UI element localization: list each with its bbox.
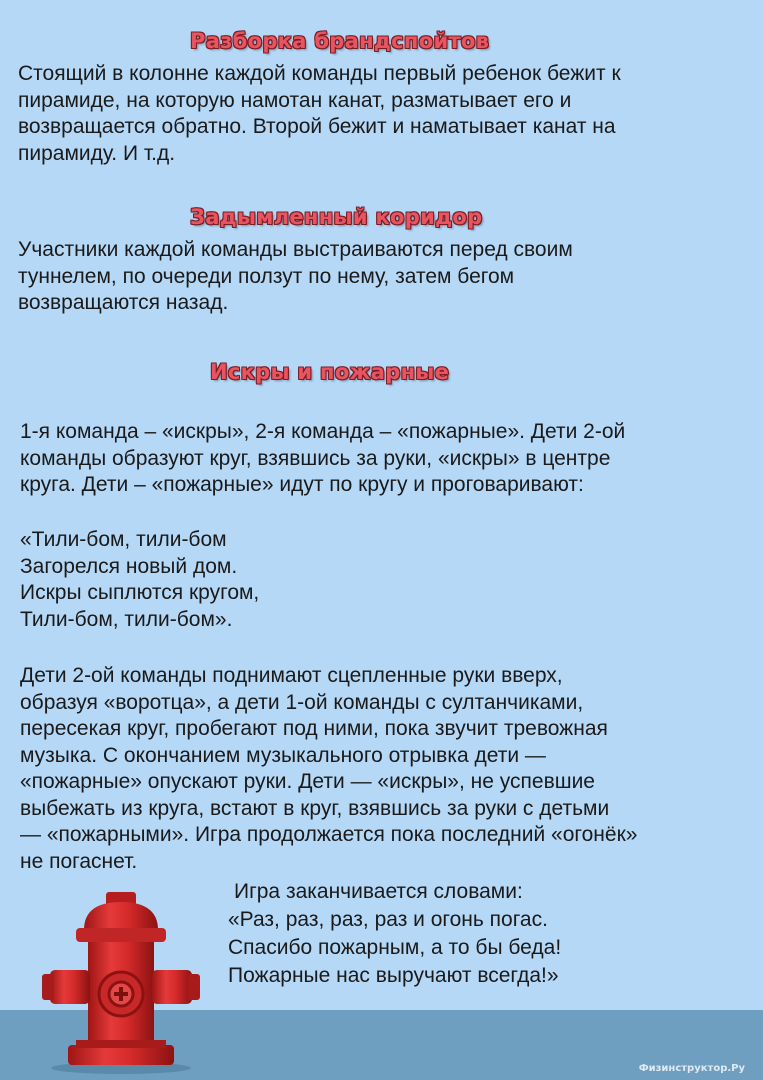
text-line: 1-я команда – «искры», 2-я команда – «пожарные». Дети 2-ой xyxy=(20,420,626,443)
text-line: пирамиде, на которую намотан канат, разматывает его и xyxy=(18,88,572,112)
heading-iskry: Искры и пожарные xyxy=(210,360,450,384)
heading-zadymlenny: Задымленный коридор xyxy=(190,205,483,229)
text-line: «Раз, раз, раз, раз и огонь погас. xyxy=(228,908,548,931)
text-line: «пожарные» опускают руки. Дети — «искры», не успевшие xyxy=(20,770,595,793)
paragraph-iskry-intro xyxy=(20,419,625,499)
text-line: — «пожарными». Игра продолжается пока последний «огонёк» xyxy=(20,823,638,846)
text-line: Спасибо пожарным, а то бы беда! xyxy=(228,936,562,959)
poem-line: Искры сыплются кругом, xyxy=(20,581,260,604)
fire-hydrant-icon xyxy=(36,890,206,1075)
paragraph-razborka xyxy=(18,61,621,167)
text-line: музыка. С окончанием музыкального отрывка дети — xyxy=(20,743,546,767)
poem-line: Тили-бом, тили-бом». xyxy=(20,607,233,631)
text-line: выбежать из круга, встают в круг, взявшись за руки с детьми xyxy=(20,796,610,820)
text-line: круга. Дети – «пожарные» идут по кругу и проговаривают: xyxy=(20,473,584,496)
paragraph-zadymlenny xyxy=(18,237,573,317)
heading-razborka: Разборка брандспойтов xyxy=(190,29,490,53)
text-line: Пожарные нас выручают всегда!» xyxy=(228,964,559,987)
text-line: команды образуют круг, взявшись за руки, «искры» в центре xyxy=(20,446,611,470)
text-line: туннелем, по очереди ползут по нему, затем бегом xyxy=(18,264,515,288)
text-line: Игра заканчивается словами: xyxy=(234,880,523,903)
poem xyxy=(20,527,259,633)
text-line: не погаснет. xyxy=(20,849,138,873)
poem-line: Загорелся новый дом. xyxy=(20,554,238,578)
text-line: пирамиду. И т.д. xyxy=(18,141,176,165)
text-line: Стоящий в колонне каждой команды первый ребенок бежит к xyxy=(18,62,621,85)
text-line: пересекая круг, пробегают под ними, пока звучит тревожная xyxy=(20,717,608,740)
text-line: возвращаются назад. xyxy=(18,291,229,314)
text-line: возвращается обратно. Второй бежит и наматывает канат на xyxy=(18,115,616,138)
text-line: Участники каждой команды выстраиваются перед своим xyxy=(18,238,573,261)
paragraph-iskry-rules xyxy=(20,663,637,875)
text-line: Дети 2-ой команды поднимают сцепленные руки вверх, xyxy=(20,664,563,687)
text-line: образуя «воротца», а дети 1-ой команды с султанчиками, xyxy=(20,690,584,714)
poem-line: «Тили-бом, тили-бом xyxy=(20,528,227,551)
ending-verse xyxy=(228,878,561,990)
watermark: Физинструктор.Ру xyxy=(638,1063,745,1074)
